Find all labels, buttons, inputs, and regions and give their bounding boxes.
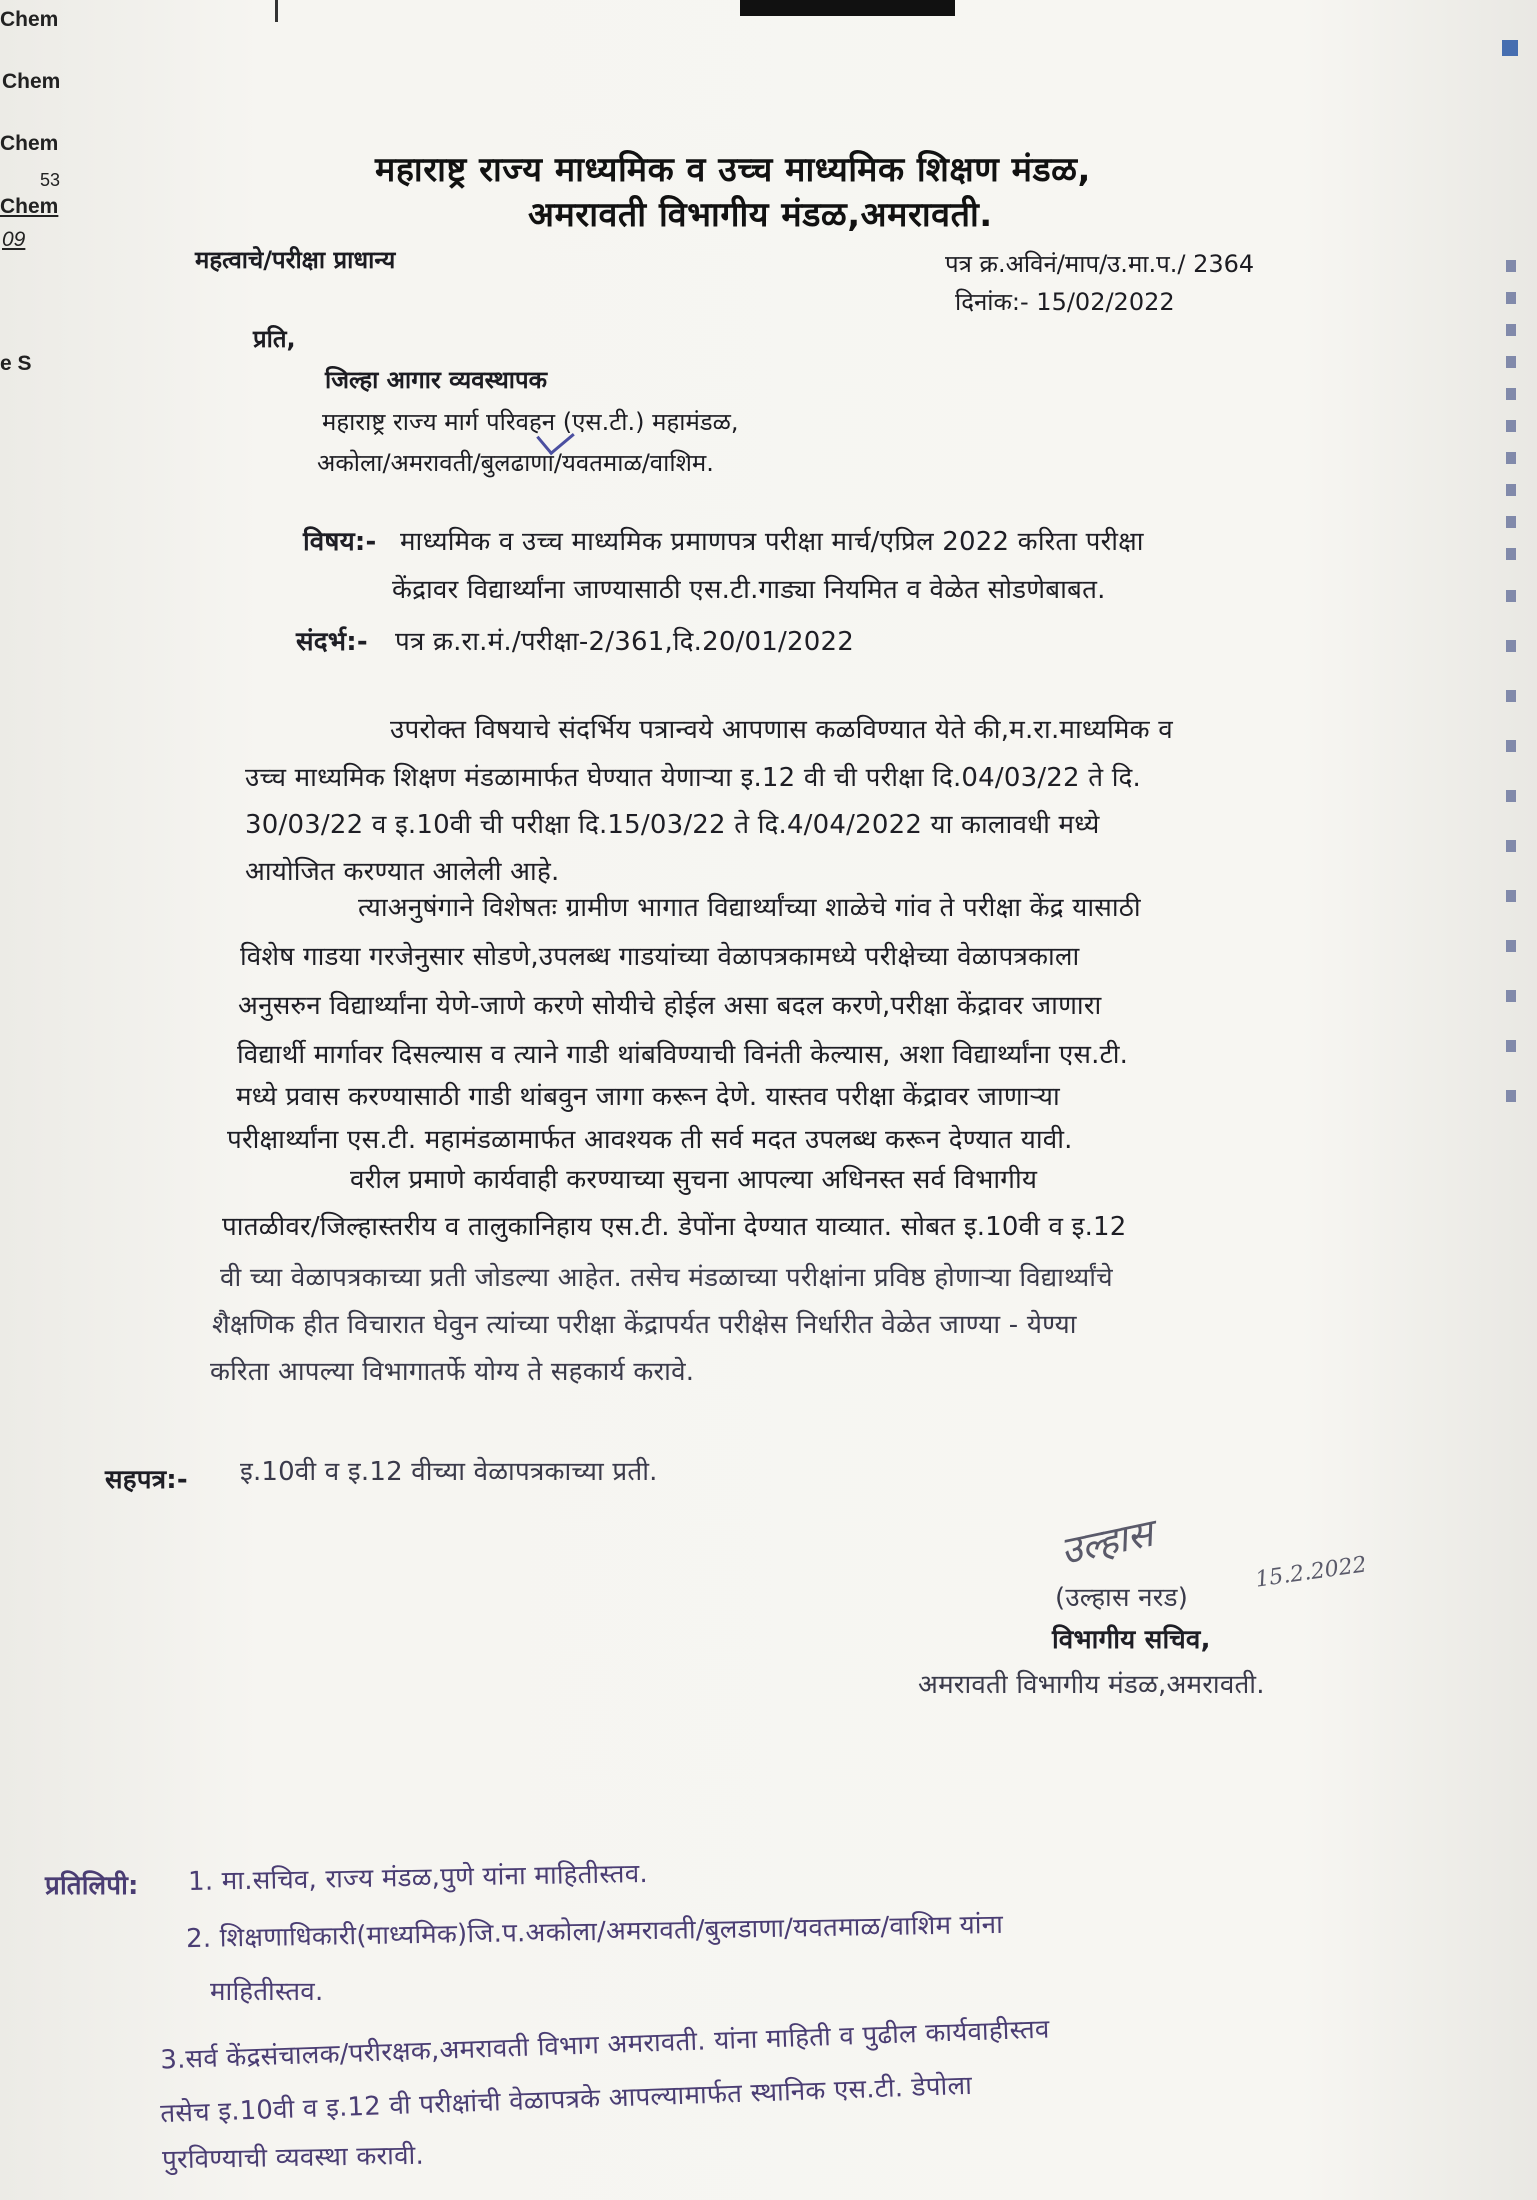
margin-mark (1506, 1090, 1516, 1102)
copy-item-3-line-1: 3.सर्व केंद्रसंचालक/परीरक्षक,अमरावती विभाग अमरावती. यांना माहिती व पुढील कार्यवाहीस्तव (159, 2014, 1051, 2076)
margin-fragment: 53 (40, 170, 61, 190)
margin-mark (1506, 740, 1516, 752)
margin-mark (1506, 548, 1516, 560)
subject-line-2: केंद्रावर विद्यार्थ्यांना जाण्यासाठी एस.टी.गाड्या नियमित व वेळेत सोडणेबाबत. (392, 575, 1106, 605)
paragraph-1-line: 30/03/22 व इ.10वी ची परीक्षा दि.15/03/22 ते दि.4/04/2022 या कालावधी मध्ये (245, 810, 1100, 840)
subject-line-1: माध्यमिक व उच्च माध्यमिक प्रमाणपत्र परीक्षा मार्च/एप्रिल 2022 करिता परीक्षा (400, 527, 1144, 557)
to-label: प्रति, (253, 325, 296, 353)
paragraph-2-line: त्याअनुषंगाने विशेषतः ग्रामीण भागात विद्यार्थ्यांच्या शाळेचे गांव ते परीक्षा केंद्र यासाठी (358, 893, 1141, 923)
paragraph-3-line: पातळीवर/जिल्हास्तरीय व तालुकानिहाय एस.टी. डेपोंना देण्यात याव्यात. सोबत इ.10वी व इ.12 (222, 1212, 1127, 1242)
priority-label: महत्वाचे/परीक्षा प्राधान्य (195, 246, 396, 274)
paragraph-1-line: उपरोक्त विषयाचे संदर्भिय पत्रान्वये आपणास कळविण्यात येते की,म.रा.माध्यमिक व (390, 715, 1173, 745)
addressee-organization: महाराष्ट्र राज्य मार्ग परिवहन (एस.टी.) महामंडळ, (322, 408, 739, 436)
top-black-strip (740, 0, 955, 16)
right-margin-fragments (1500, 30, 1537, 1230)
paragraph-1-line: उच्च माध्यमिक शिक्षण मंडळामार्फत घेण्यात येणाऱ्या इ.12 वी ची परीक्षा दि.04/03/22 ते दि. (245, 763, 1141, 793)
copy-item-2-line-2: माहितीस्तव. (210, 1977, 324, 2007)
margin-mark (1506, 1040, 1516, 1052)
paragraph-2-line: मध्ये प्रवास करण्यासाठी गाडी थांबवुन जागा करून देणे. यास्तव परीक्षा केंद्रावर जाणाऱ्या (236, 1082, 1060, 1112)
paragraph-2-line: परीक्षार्थ्यांना एस.टी. महामंडळामार्फत आवश्यक ती सर्व मदत उपलब्ध करून देण्यात यावी. (227, 1125, 1073, 1155)
signatory-name: (उल्हास नरड) (1055, 1583, 1189, 1613)
copies-label: प्रतिलिपी: (45, 1871, 139, 1901)
addressee-title: जिल्हा आगार व्यवस्थापक (325, 366, 548, 394)
margin-mark (1506, 292, 1516, 304)
copy-item-2-line-1: 2. शिक्षणाधिकारी(माध्यमिक)जि.प.अकोला/अमरावती/बुलडाणा/यवतमाळ/वाशिम यांना (185, 1909, 1004, 1955)
paragraph-3-line: वरील प्रमाणे कार्यवाही करण्याच्या सुचना आपल्या अधिनस्त सर्व विभागीय (350, 1165, 1038, 1195)
margin-fragment: e S (0, 352, 32, 375)
paragraph-2-line: विद्यार्थी मार्गावर दिसल्यास व त्याने गाडी थांबविण्याची विनंती केल्यास, अशा विद्यार्थ्यांना एस.टी. (237, 1040, 1129, 1070)
enclosure-text: इ.10वी व इ.12 वीच्या वेळापत्रकाच्या प्रती. (240, 1457, 658, 1487)
margin-mark (1506, 484, 1516, 496)
board-name-heading: महाराष्ट्र राज्य माध्यमिक व उच्च माध्यमिक शिक्षण मंडळ, (375, 150, 1091, 190)
margin-mark (1506, 890, 1516, 902)
margin-fragment: 09 (2, 228, 26, 251)
margin-fragment: Chem (0, 132, 59, 155)
top-edge-mark (275, 0, 278, 22)
letter-date: दिनांक:- 15/02/2022 (955, 288, 1175, 316)
reference-text: पत्र क्र.रा.मं./परीक्षा-2/361,दि.20/01/2022 (395, 627, 854, 657)
signatory-office: अमरावती विभागीय मंडळ,अमरावती. (918, 1670, 1265, 1700)
enclosure-label: सहपत्र:- (105, 1465, 188, 1495)
margin-mark (1506, 790, 1516, 802)
margin-mark (1506, 940, 1516, 952)
handwritten-date: 15.2.2022 (1253, 1552, 1369, 1593)
paragraph-2-line: विशेष गाडया गरजेनुसार सोडणे,उपलब्ध गाडयांच्या वेळापत्रकामध्ये परीक्षेच्या वेळापत्रकाला (240, 942, 1080, 972)
margin-mark (1506, 324, 1516, 336)
copy-item-1: 1. मा.सचिव, राज्य मंडळ,पुणे यांना माहितीस्तव. (187, 1858, 649, 1898)
paragraph-3-line: करिता आपल्या विभागातर्फे योग्य ते सहकार्य करावे. (210, 1357, 695, 1387)
margin-mark (1506, 990, 1516, 1002)
paragraph-1-line: आयोजित करण्यात आलेली आहे. (245, 857, 560, 887)
margin-mark (1506, 260, 1516, 272)
margin-mark (1506, 590, 1516, 602)
copy-item-3-line-3: पुरविण्याची व्यवस्था करावी. (161, 2140, 425, 2176)
margin-mark (1502, 40, 1518, 56)
addressee-places: अकोला/अमरावती/बुलढाणा/यवतमाळ/वाशिम. (317, 449, 714, 477)
subject-label: विषय:- (303, 527, 377, 557)
paragraph-3-line: वी च्या वेळापत्रकाच्या प्रती जोडल्या आहेत. तसेच मंडळाच्या परीक्षांना प्रविष्ठ होणाऱ्या विद्यार्थ्यांचे (220, 1263, 1113, 1293)
paragraph-2-line: अनुसरुन विद्यार्थ्यांना येणे-जाणे करणे सोयीचे होईल असा बदल करणे,परीक्षा केंद्रावर जाणारा (238, 991, 1102, 1021)
reference-label: संदर्भ:- (296, 627, 368, 657)
margin-mark (1506, 840, 1516, 852)
margin-mark (1506, 452, 1516, 464)
handwritten-signature: उल्हास (1056, 1510, 1157, 1574)
margin-mark (1506, 516, 1516, 528)
reference-number: पत्र क्र.अविनं/माप/उ.मा.प./ 2364 (945, 250, 1255, 278)
margin-fragment: Chem (0, 195, 59, 218)
margin-mark (1506, 420, 1516, 432)
division-heading: अमरावती विभागीय मंडळ,अमरावती. (528, 195, 993, 235)
margin-fragment: Chem (2, 70, 61, 93)
margin-mark (1506, 640, 1516, 652)
paragraph-3-line: शैक्षणिक हीत विचारात घेवुन त्यांच्या परीक्षा केंद्रापर्यत परीक्षेस निर्धारीत वेळेत जाण्या - येण्या (212, 1310, 1077, 1340)
signatory-title: विभागीय सचिव, (1052, 1625, 1211, 1655)
margin-mark (1506, 690, 1516, 702)
left-margin-fragments (0, 0, 80, 900)
margin-fragment: Chem (0, 8, 59, 31)
margin-mark (1506, 388, 1516, 400)
margin-mark (1506, 356, 1516, 368)
copy-item-3-line-2: तसेच इ.10वी व इ.12 वी परीक्षांची वेळापत्रके आपल्यामार्फत स्थानिक एस.टी. डेपोला (159, 2070, 973, 2130)
